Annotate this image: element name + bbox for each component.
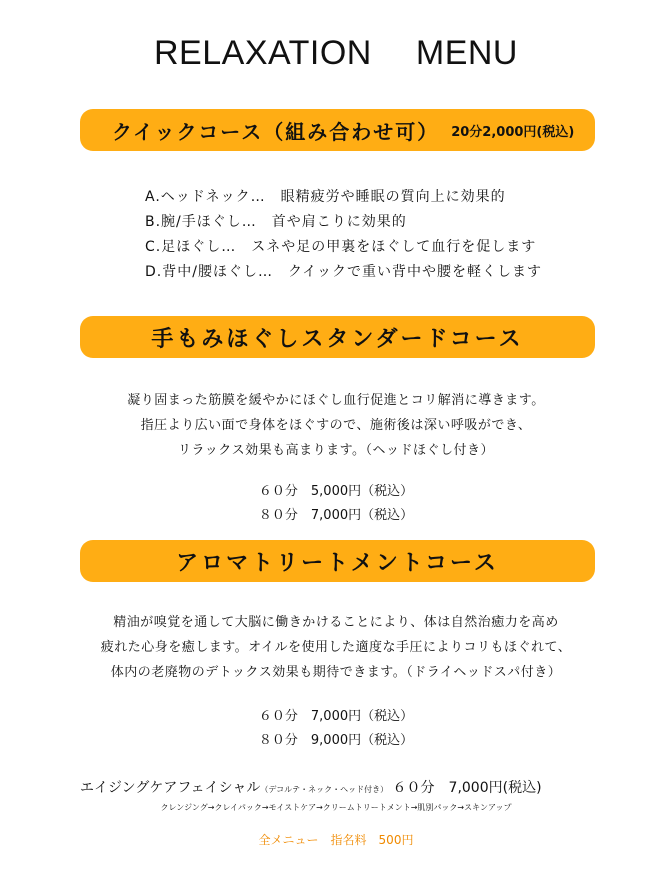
quick-course-heading: クイックコース（組み合わせ可） — [112, 119, 440, 144]
quick-course-banner — [80, 109, 595, 151]
title-menu: MENU — [415, 34, 518, 72]
facial-note: （デコルテ・ネック・ヘッド付き） — [260, 785, 389, 794]
standard-course-prices — [0, 480, 672, 528]
aroma-course-banner — [80, 540, 595, 582]
standard-course-banner — [80, 316, 595, 358]
quick-course-price: 20分2,000円(税込) — [451, 124, 575, 140]
standard-course-description — [0, 388, 672, 463]
facial-steps: クレンジング→クレイパック→モイストケア→クリームトリートメント→肌別パック→スキンアップ — [160, 803, 512, 812]
standard-desc-line: 指圧より広い面で身体をほぐすので、施術後は深い呼吸ができ、 — [140, 418, 532, 433]
standard-course-heading: 手もみほぐしスタンダードコース — [151, 326, 524, 352]
page-title — [0, 34, 672, 73]
standard-desc-line: リラックス効果も高まります。（ヘッドほぐし付き） — [177, 443, 495, 458]
quick-item-d: D.背中/腰ほぐし… クイックで重い背中や腰を軽くします — [145, 264, 542, 280]
aroma-price-60: ６０分 7,000円（税込） — [258, 709, 414, 724]
facial-line — [80, 777, 542, 797]
quick-item-b: B.腕/手ほぐし… 首や肩こりに効果的 — [145, 214, 407, 230]
aroma-desc-line: 疲れた心身を癒します。オイルを使用した適度な手圧によりコリもほぐれて、 — [100, 640, 572, 655]
quick-item-c: C.足ほぐし… スネや足の甲裏をほぐして血行を促します — [145, 239, 537, 255]
aroma-course-heading: アロマトリートメントコース — [176, 550, 499, 576]
aroma-desc-line: 精油が嗅覚を通して大脳に働きかけることにより、体は自然治癒力を高め — [113, 615, 559, 630]
aroma-course-description — [0, 610, 672, 685]
nomination-fee: 全メニュー 指名料 500円 — [258, 833, 414, 847]
aroma-course-prices — [0, 705, 672, 753]
facial-price: ６０分 7,000円(税込) — [392, 780, 542, 796]
standard-price-60: ６０分 5,000円（税込） — [258, 484, 414, 499]
facial-name: エイジングケアフェイシャル — [80, 780, 261, 796]
quick-item-a: A.ヘッドネック… 眼精疲労や睡眠の質向上に効果的 — [145, 189, 506, 205]
standard-desc-line: 凝り固まった筋膜を緩やかにほぐし血行促進とコリ解消に導きます。 — [127, 393, 545, 408]
aroma-price-80: ８０分 9,000円（税込） — [258, 733, 414, 748]
standard-price-80: ８０分 7,000円（税込） — [258, 508, 414, 523]
title-relaxation: RELAXATION — [154, 34, 372, 72]
quick-course-list — [145, 185, 542, 285]
aroma-desc-line: 体内の老廃物のデトックス効果も期待できます。（ドライヘッドスパ付き） — [110, 665, 562, 680]
